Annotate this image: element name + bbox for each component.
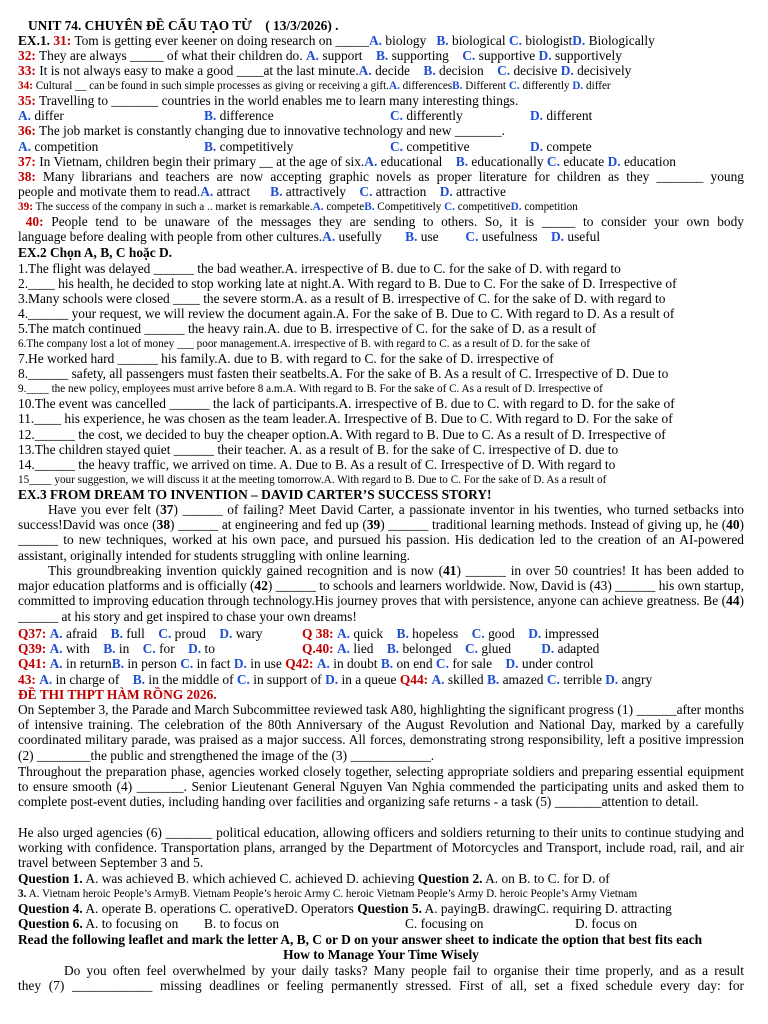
- document-title: UNIT 74. CHUYÊN ĐỀ CẤU TẠO TỪ ( 13/3/2026) .: [28, 18, 339, 33]
- ex3-answers-37-38: Q37: A. afraid B. full C. proud D. wary Q 38: A. quick B. hopeless C. good D. impressed: [18, 626, 599, 641]
- ex1-question-32: 32: They are always _____ of what their children do. A. support B. supporting C. supportive D. supportively: [18, 48, 622, 63]
- exam-questions-1-2: Question 1. A. was achieved B. which achieved C. achieved D. achieving Question 2. A. on B. to C. for D. of: [18, 871, 610, 886]
- ex1-question-36-options: A. competition B. competitively C. competitive D. compete: [18, 139, 592, 154]
- ex1-question-37: 37: In Vietnam, children begin their primary __ at the age of six.A. educational B. educationally C. educate D. education: [18, 154, 677, 169]
- ex2-item: 10.The event was cancelled ______ the lack of participants.A. irrespective of B. due to C. with regard to D. for the sake of: [18, 396, 675, 411]
- ex1-question-34: 34: Cultural __ can be found in such simple processes as giving or receiving a gift.A. differencesB. Different C. differently D. differ: [18, 80, 611, 92]
- ex2-item: 4.______ your request, we will review the document again.A. For the sake of B. Due to C. With regard to D. As a result of: [18, 306, 675, 321]
- ex2-item: 2.____ his health, he decided to stop working late at night.A. With regard to B. Due to C. For the sake of D. Irrespective of: [18, 276, 677, 291]
- exam-paragraph-1: On September 3, the Parade and March Subcommittee reviewed task A80, highlighting the significant progress (1) ______after months of intensive training. The celebration of the 80th Anniversary of the August Revolution and National Day, marked by a carefully coordinated military parade, was praised as a major success. All forces, demonstrating strong responsibility, left a positive impression (2) ________the public and strengthened the image of the (3) ____________.: [18, 702, 744, 763]
- ex2-item: 3.Many schools were closed ____ the severe storm.A. as a result of B. irrespective of C. for the sake of D. with regard to: [18, 291, 666, 306]
- ex3-answers-41-42: Q41: A. in returnB. in person C. in fact D. in use Q42: A. in doubt B. on end C. for sale D. under control: [18, 656, 594, 671]
- ex1-question-39: 39: The success of the company in such a .. market is remarkable.A. competeB. Competitively C. competitiveD. competition: [18, 201, 578, 213]
- exam-question-3: 3. A. Vietnam heroic People’s ArmyB. Vietnam People’s heroic Army C. heroic Vietnam People’s Army D. heroic People’s Army Vietnam: [18, 888, 638, 900]
- leaflet-instruction: Read the following leaflet and mark the letter A, B, C or D on your answer sheet to indicate the option that best fits each: [18, 932, 703, 947]
- ex3-paragraph-1: Have you ever felt (37) ______ of failing? Meet David Carter, a passionate inventor in his twenties, who turned setbacks into success!David was once (38) ______ at engineering and fed up (39) ______ traditional learning methods. Instead of giving up, he (40) ______ to new techniques, worked at his own pace, and pursued his passion. His dedication led to the creation of an AI-powered assistant, originally intended for students struggling with online learning.: [18, 502, 744, 563]
- exam-heading: ĐỀ THI THPT HÀM RỒNG 2026.: [18, 687, 217, 702]
- ex1-question-35: 35: Travelling to _______ countries in the world enables me to learn many interesting things.: [18, 93, 519, 108]
- ex1-question-40-cont: language before dealing with people from other cultures.A. usefully B. use C. usefulness D. useful: [18, 229, 601, 244]
- leaflet-line-1: Do you often feel overwhelmed by your daily tasks? Many people fail to organise their time properly, and as a result: [64, 963, 744, 978]
- ex2-item: 9.____ the new policy, employees must arrive before 8 a.m.A. With regard to B. For the sake of C. As a result of D. Irrespective of: [18, 383, 603, 395]
- ex1-question-38: 38: Many librarians and teachers are now accepting graphic novels as proper literature for children as they _______ young: [18, 169, 744, 184]
- exam-questions-4-5: Question 4. A. operate B. operations C. operativeD. Operators Question 5. A. payingB. drawingC. requiring D. attracting: [18, 901, 672, 916]
- ex1-question-36: 36: The job market is constantly changing due to innovative technology and new _______.: [18, 123, 505, 138]
- ex2-item: 8.______ safety, all passengers must fasten their seatbelts.A. For the sake of B. As a result of C. Irrespective of D. Due to: [18, 366, 669, 381]
- ex2-item: 13.The children stayed quiet ______ their teacher. A. as a result of B. for the sake of C. irrespective of D. due to: [18, 442, 619, 457]
- ex2-heading: EX.2 Chọn A, B, C hoặc D.: [18, 245, 173, 260]
- exam-question-6: Question 6. A. to focusing on B. to focus on C. focusing on D. focus on: [18, 916, 638, 931]
- ex1-question-40: 40: People tend to be unaware of the messages they are sending to others. So, it is _____ to consider your own body: [25, 214, 744, 229]
- ex2-item: 6.The company lost a lot of money ___ poor management.A. irrespective of B. with regard to C. as a result of D. for the sake of: [18, 338, 590, 350]
- ex2-item: 7.He worked hard ______ his family.A. due to B. with regard to C. for the sake of D. irrespective of: [18, 351, 554, 366]
- ex3-paragraph-2: This groundbreaking invention quickly gained recognition and is now (41) ______ in over 50 countries! It has been added to major education platforms and is officially (42) ______ to schools and learners worldwide. Now, David is (43) ______ his own startup, committed to improving education through technology.His journey proves that with persistence, anyone can achieve greatness. Be (44) ______ at his story and get inspired to chase your own dreams!: [18, 563, 744, 624]
- ex1-question-35-options: A. differ B. difference C. differently D. different: [18, 108, 593, 123]
- ex2-item: 5.The match continued ______ the heavy rain.A. due to B. irrespective of C. for the sake of D. as a result of: [18, 321, 597, 336]
- ex2-item: 1.The flight was delayed ______ the bad weather.A. irrespective of B. due to C. for the sake of D. with regard to: [18, 261, 621, 276]
- exam-paragraph-2: Throughout the preparation phase, agencies worked closely together, selecting appropriate soldiers and preparing essential equipment to ensure smooth (4) _______. Senior Lieutenant General Nguyen Van Nghia commended the participating units and asked them to complete post-event duties, including handing over facilities and organizing safe returns - a task (5) _______attention to detail.: [18, 764, 744, 810]
- ex2-item: 14.______ the heavy traffic, we arrived on time. A. Due to B. As a result of C. Irrespective of D. With regard to: [18, 457, 616, 472]
- ex2-item: 12.______ the cost, we decided to buy the cheaper option.A. With regard to B. Due to C. As a result of D. Irrespective of: [18, 427, 666, 442]
- ex2-item: 15____ your suggestion, we will discuss it at the meeting tomorrow.A. With regard to B. Due to C. For the sake of D. As a result of: [18, 474, 607, 486]
- ex2-item: 11.____ his experience, he was chosen as the team leader.A. Irrespective of B. Due to C. With regard to D. For the sake of: [18, 411, 673, 426]
- ex1-question-38-cont: people and motivate them to read.A. attract B. attractively C. attraction D. attractive: [18, 184, 506, 199]
- exam-paragraph-3: He also urged agencies (6) _______ political education, allowing officers and soldiers returning to their units to continue studying and working with confidence. Transportation plans, arranged by the Department of Motorcycles and Transport, include road, rail, and air travel between September 3 and 5.: [18, 825, 744, 871]
- ex3-heading: EX.3 FROM DREAM TO INVENTION – DAVID CARTER’S SUCCESS STORY!: [18, 487, 492, 502]
- ex1-question-31: EX.1. 31: Tom is getting ever keener on doing research on _____A. biology B. biological C. biologistD. Biologically: [18, 33, 655, 48]
- leaflet-title: How to Manage Your Time Wisely: [283, 947, 479, 962]
- ex1-question-33: 33: It is not always easy to make a good ____at the last minute.A. decide B. decision C. decisive D. decisively: [18, 63, 632, 78]
- ex3-answers-43-44: 43: A. in charge of B. in the middle of C. in support of D. in a queue Q44: A. skilled B. amazed C. terrible D. angry: [18, 672, 653, 687]
- leaflet-line-2: they (7) ____________ missing deadlines or feeling permanently stressed. First of all, set a fixed schedule every day: for: [18, 978, 744, 993]
- ex3-answers-39-40: Q39: A. with B. in C. for D. to Q.40: A. lied B. belonged C. glued D. adapted: [18, 641, 600, 656]
